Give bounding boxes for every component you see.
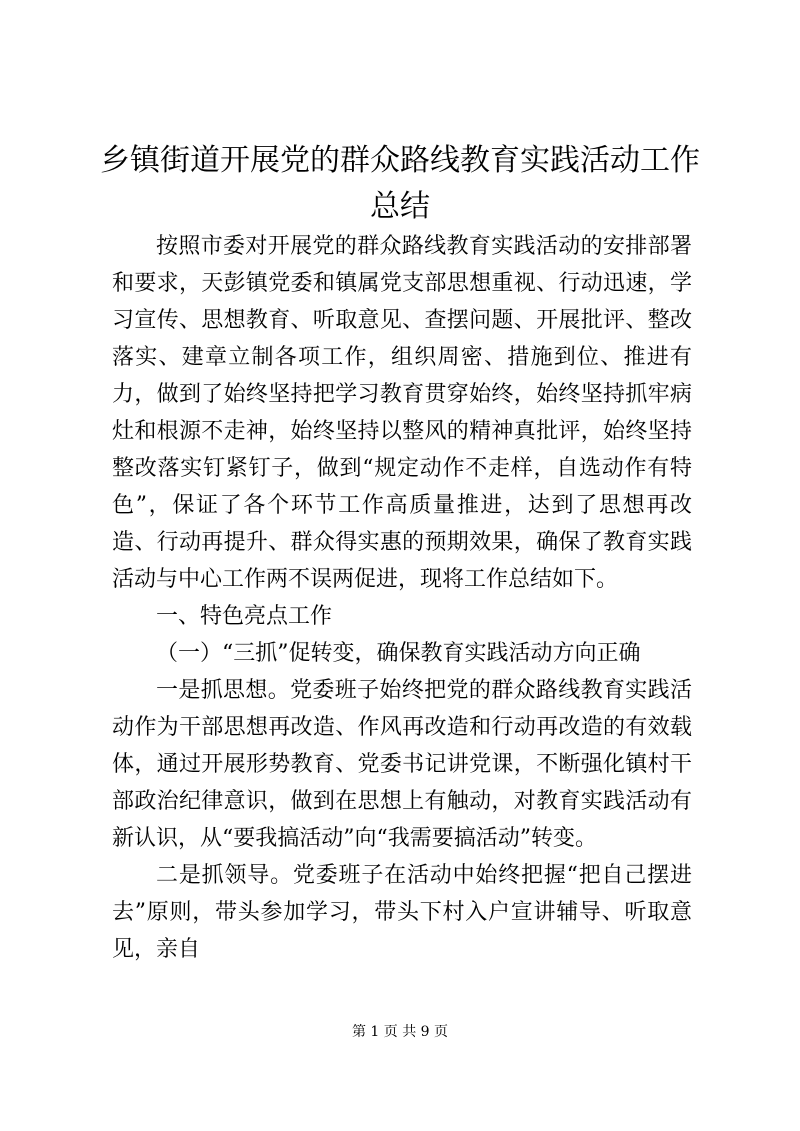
section-heading: 一、特色亮点工作: [156, 604, 333, 629]
document-title: 乡镇街道开展党的群众路线教育实践活动工作总结: [100, 143, 700, 224]
document-body: [112, 228, 692, 968]
subsection-heading: （一）“三抓”促转变，确保教育实践活动方向正确: [156, 641, 641, 666]
page-footer: 第 1 页 共 9 页: [351, 1024, 449, 1040]
intro-paragraph: 按照市委对开展党的群众路线教育实践活动的安排部署和要求，天彭镇党委和镇属党支部思想重视、行动迅速，学习宣传、思想教育、听取意见、查摆问题、开展批评、整改落实、建章立制各项工作，组织周密、措施到位、推进有力，做到了始终坚持把学习教育贯穿始终，始终坚持抓牢病灶和根源不走神，始终坚持以整风的精神真批评，始终坚持整改落实钉紧钉子，做到“规定动作不走样，自选动作有特色”，保证了各个环节工作高质量推进，达到了思想再改造、行动再提升、群众得实惠的预期效果，确保了教育实践活动与中心工作两不误两促进，现将工作总结如下。: [112, 234, 692, 592]
body-paragraph: 二是抓领导。党委班子在活动中始终把握“把自己摆进去”原则，带头参加学习，带头下村入户宣讲辅导、听取意见，亲自: [112, 863, 692, 962]
body-paragraph: 一是抓思想。党委班子始终把党的群众路线教育实践活动作为干部思想再改造、作风再改造和行动再改造的有效载体，通过开展形势教育、党委书记讲党课，不断强化镇村干部政治纪律意识，做到在思想上有触动，对教育实践活动有新认识，从“要我搞活动”向“我需要搞活动”转变。: [112, 678, 692, 851]
